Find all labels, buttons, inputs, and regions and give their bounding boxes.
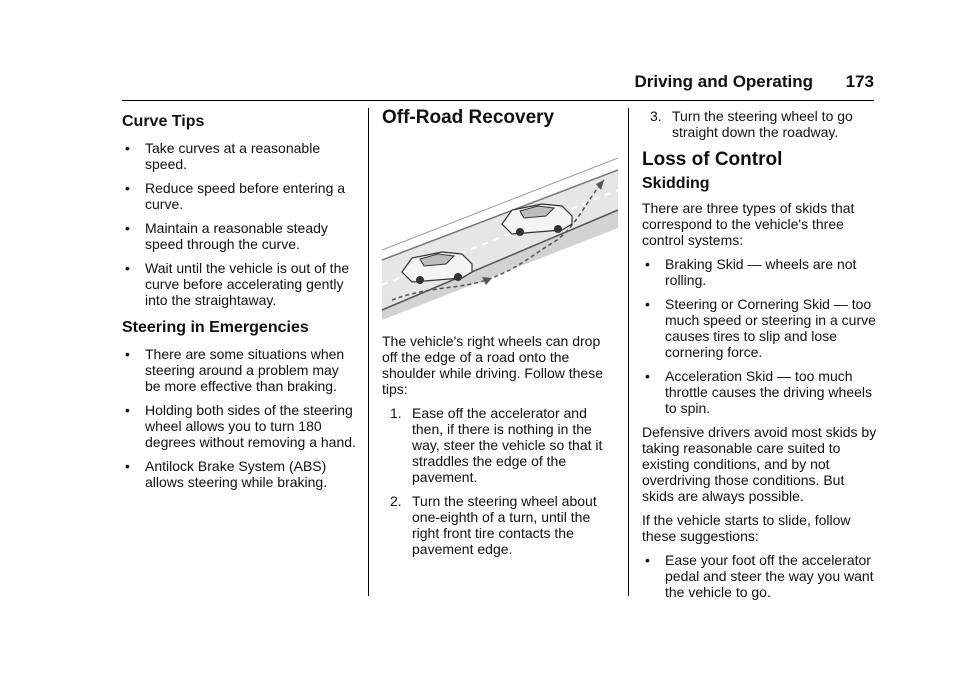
list-item: • Holding both sides of the steering wheel allows you to turn 180 degrees without removing a hand.: [125, 402, 356, 450]
list-item: • Braking Skid — wheels are not rolling.: [645, 256, 857, 288]
column-middle: [382, 108, 618, 565]
loss-of-control-heading: Loss of Control: [642, 149, 783, 170]
list-item: • Steering or Cornering Skid — too much speed or steering in a curve causes tires to slip and lose cornering force.: [645, 296, 876, 360]
column-divider: [368, 108, 369, 596]
list-item: • Take curves at a reasonable speed.: [125, 140, 321, 172]
list-item: • Antilock Brake System (ABS) allows steering while braking.: [125, 458, 328, 490]
list-item: • Reduce speed before entering a curve.: [125, 180, 346, 212]
list-item: • Acceleration Skid — too much throttle causes the driving wheels to spin.: [645, 368, 872, 416]
emergencies-heading: Steering in Emergencies: [122, 319, 309, 336]
section-title: Driving and Operating: [634, 72, 813, 91]
column-divider: [628, 108, 629, 596]
page-number: 173: [845, 72, 874, 91]
page-header: [0, 72, 960, 96]
list-item: • There are some situations when steering around a problem may be more effective than braking.: [125, 346, 345, 394]
list-item: • Wait until the vehicle is out of the curve before accelerating gently into the straightaway.: [125, 260, 350, 308]
slide-intro: If the vehicle starts to slide, follow these suggestions:: [642, 512, 851, 544]
skid-intro: There are three types of skids that correspond to the vehicle's three control systems:: [642, 200, 855, 248]
header-rule: [122, 100, 874, 101]
off-road-recovery-heading: Off-Road Recovery: [382, 107, 555, 128]
list-item: 3. Turn the steering wheel to go straight down the roadway.: [650, 108, 853, 140]
off-road-recovery-illustration: [382, 140, 618, 320]
column-right: [642, 108, 878, 608]
curve-tips-heading: Curve Tips: [122, 113, 205, 130]
list-item: • Maintain a reasonable steady speed through the curve.: [125, 220, 328, 252]
skidding-heading: Skidding: [642, 175, 710, 192]
column-left: [122, 108, 358, 498]
list-item: • Ease your foot off the accelerator pedal and steer the way you want the vehicle to go.: [645, 552, 874, 600]
list-item: 2. Turn the steering wheel about one-eighth of a turn, until the right front tire contacts the pavement edge.: [390, 493, 597, 557]
list-item: 1. Ease off the accelerator and then, if there is nothing in the way, steer the vehicle so that it straddles the edge of the pavement.: [390, 405, 603, 485]
defensive-paragraph: Defensive drivers avoid most skids by taking reasonable care suited to existing conditions, and by not overdriving those conditions. But skids are always possible.: [642, 424, 877, 504]
off-road-intro: The vehicle's right wheels can drop off the edge of a road onto the shoulder while driving. Follow these tips:: [382, 333, 603, 397]
